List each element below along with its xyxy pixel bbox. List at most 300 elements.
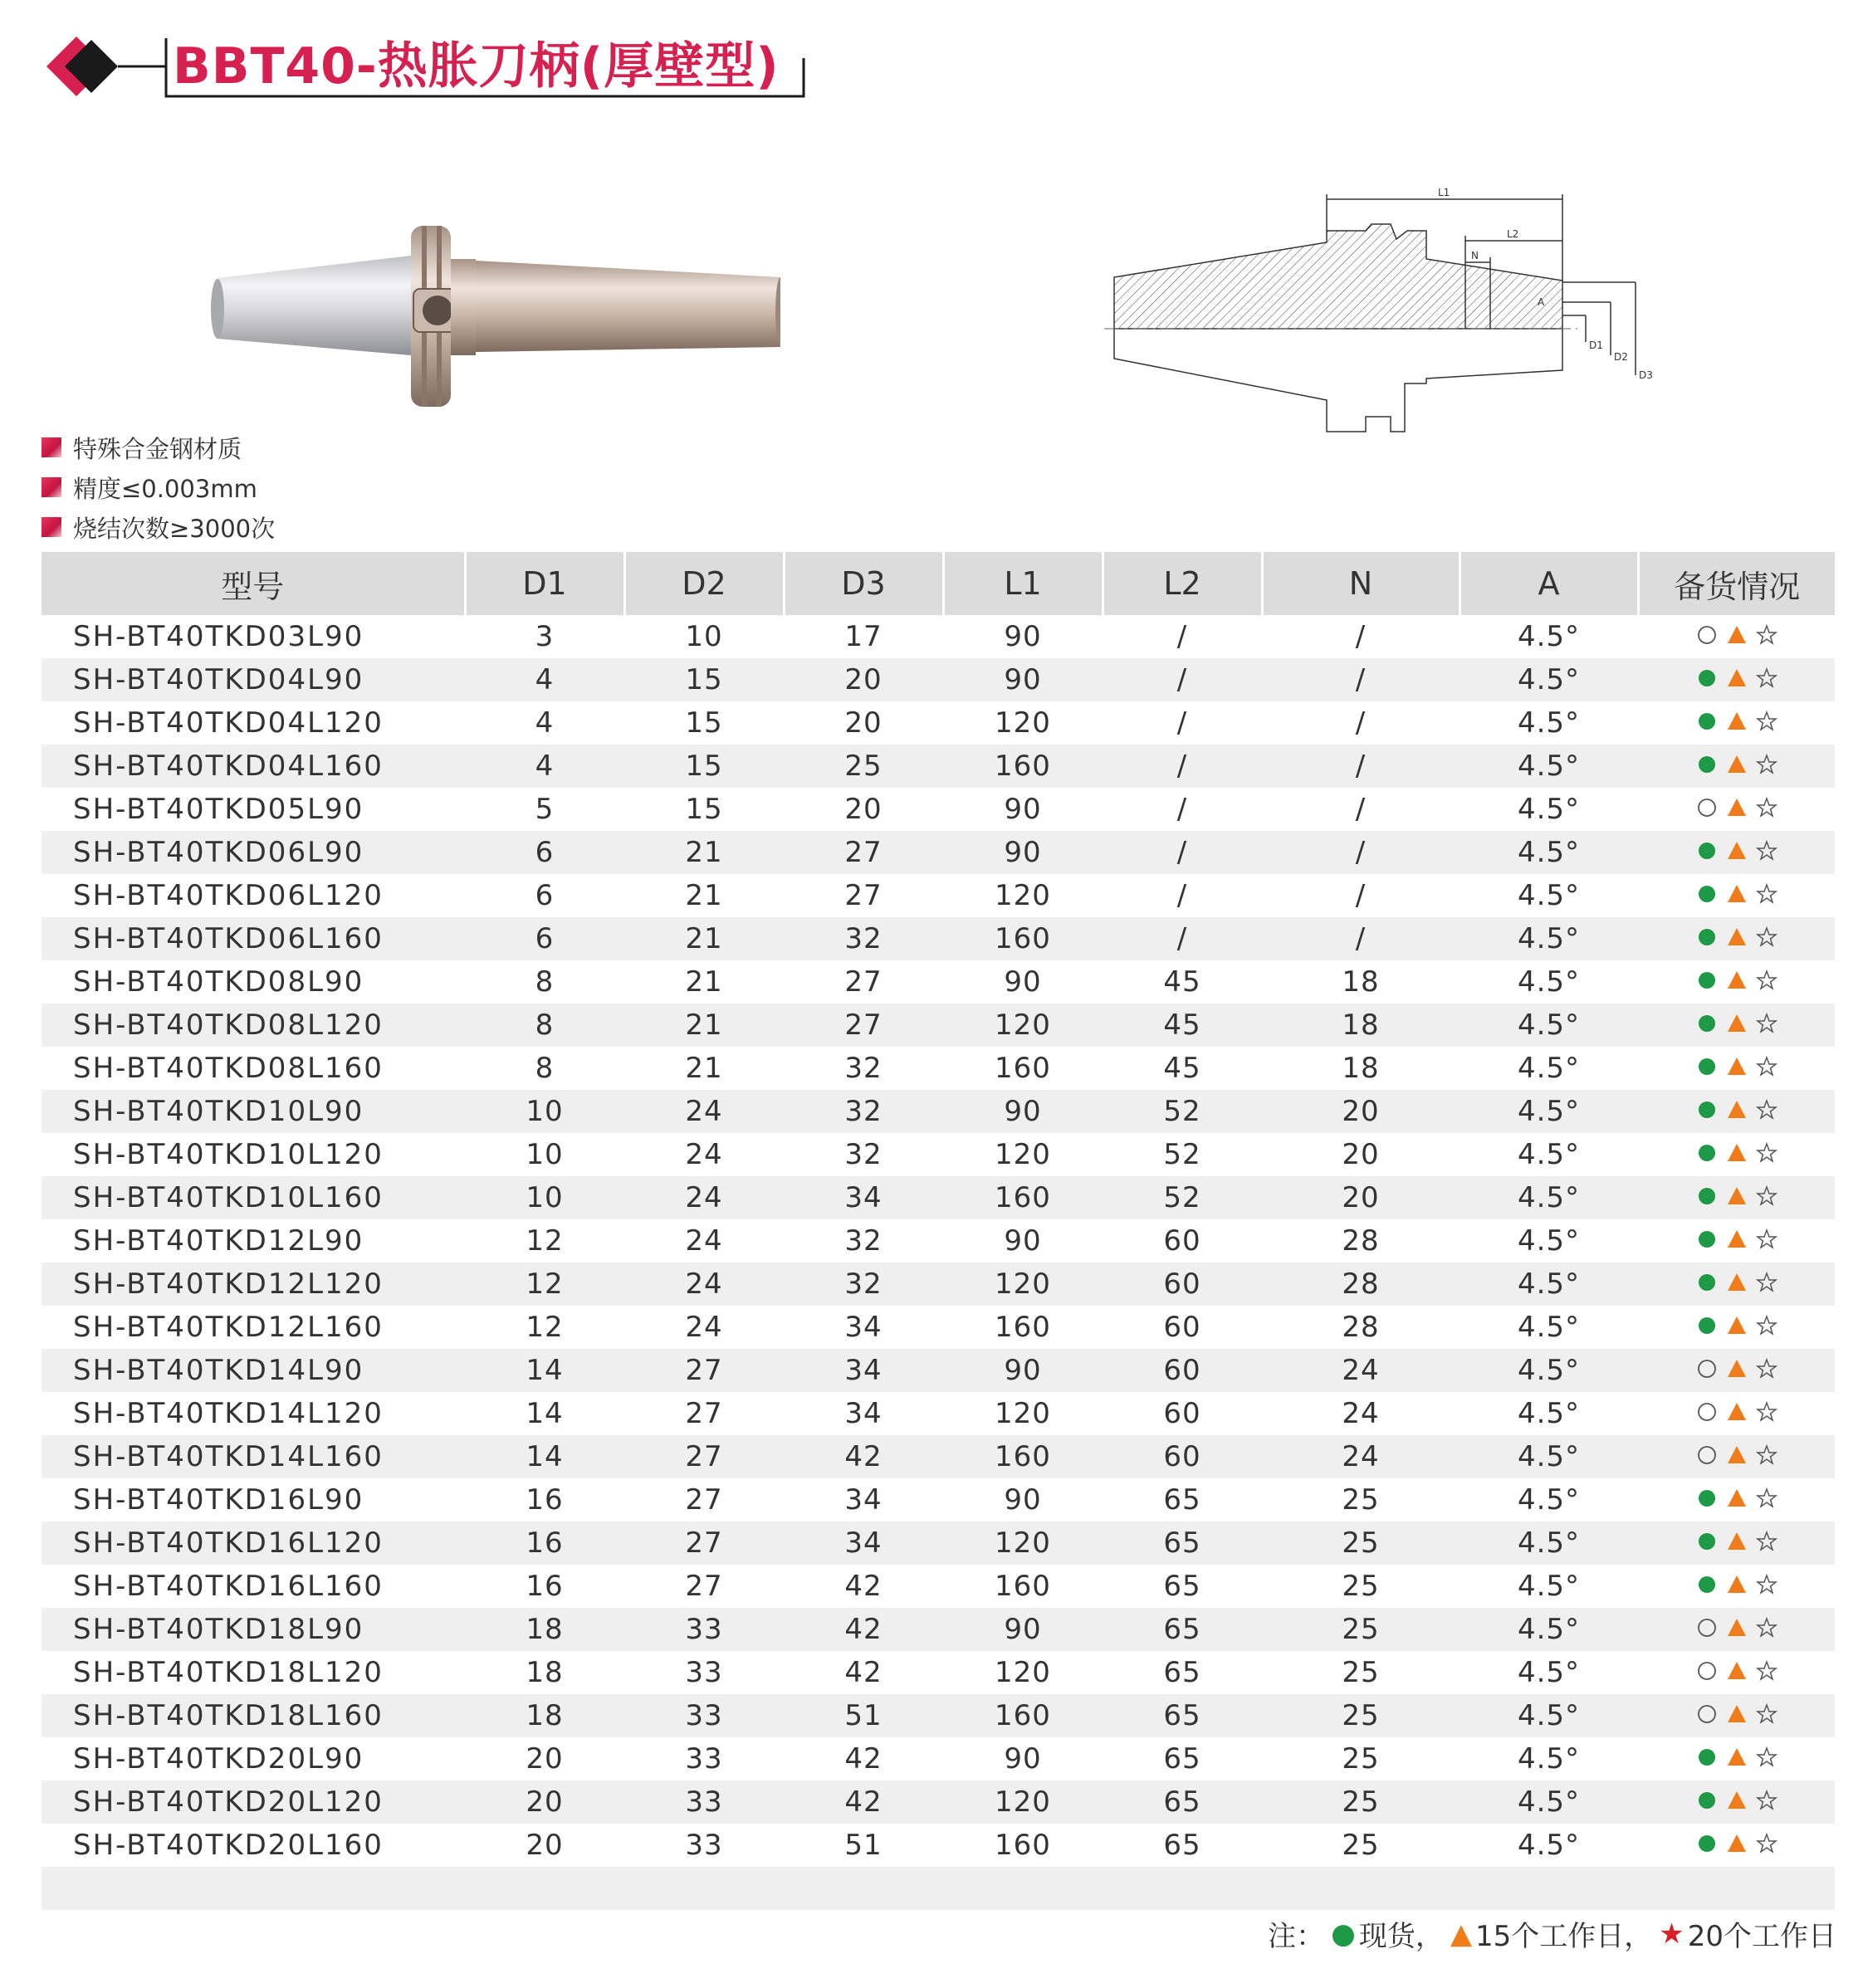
table-row xyxy=(42,1133,1835,1176)
table-row xyxy=(42,1435,1835,1478)
cell-l2: 60 xyxy=(1163,1311,1201,1344)
cell-l1: 90 xyxy=(1004,965,1042,999)
cell-d3: 42 xyxy=(844,1742,883,1776)
fifteen-days-triangle-icon: ▲ xyxy=(1450,1917,1472,1951)
model-cell: SH-BT40TKD10L120 xyxy=(73,1138,384,1171)
cell-d3: 25 xyxy=(784,745,943,788)
cell-d3: 42 xyxy=(844,1570,883,1603)
outline-star-icon xyxy=(1756,1833,1777,1854)
model-cell: SH-BT40TKD18L90 xyxy=(42,1608,465,1651)
cell-d2: 33 xyxy=(685,1742,723,1776)
cell-a: 4.5° xyxy=(1460,1608,1638,1651)
model-cell: SH-BT40TKD08L120 xyxy=(42,1004,465,1047)
header-l2: L2 xyxy=(1103,552,1262,615)
cell-d3: 34 xyxy=(784,1176,943,1219)
orange-triangle-icon xyxy=(1726,1703,1748,1725)
cell-d1: 18 xyxy=(465,1608,624,1651)
model-cell: SH-BT40TKD05L90 xyxy=(73,793,364,826)
cell-d1: 10 xyxy=(465,1090,624,1133)
stock-cell xyxy=(1638,1522,1835,1565)
model-cell: SH-BT40TKD12L160 xyxy=(73,1311,384,1344)
stock-cell xyxy=(1638,1651,1835,1694)
cell-n: 18 xyxy=(1342,1052,1380,1085)
cell-l1: 160 xyxy=(995,1311,1051,1344)
outline-star-icon xyxy=(1756,1487,1777,1509)
cell-d2: 21 xyxy=(685,965,723,999)
table-row xyxy=(42,1565,1835,1608)
cell-d2: 10 xyxy=(685,620,723,653)
cell-d1: 14 xyxy=(465,1349,624,1392)
stock-cell xyxy=(1638,1133,1835,1176)
model-cell: SH-BT40TKD18L160 xyxy=(42,1694,465,1737)
cell-d1: 8 xyxy=(535,1052,555,1085)
stock-indicators xyxy=(1696,1617,1777,1639)
feature-text: 精度≤0.003mm xyxy=(73,474,257,503)
model-cell: SH-BT40TKD08L160 xyxy=(73,1052,384,1085)
cell-a: 4.5° xyxy=(1460,1176,1638,1219)
in-stock-dot-icon xyxy=(1696,1574,1718,1595)
stock-indicators xyxy=(1696,754,1777,775)
empty-circle-icon xyxy=(1696,1358,1718,1380)
cell-l1: 160 xyxy=(943,917,1103,960)
orange-triangle-icon xyxy=(1726,970,1748,991)
cell-d2: 15 xyxy=(624,745,784,788)
stock-indicators xyxy=(1696,711,1777,732)
table-row xyxy=(42,1522,1835,1565)
in-stock-dot-icon xyxy=(1696,1272,1718,1293)
cell-a: 4.5° xyxy=(1517,1397,1581,1430)
cell-l2: / xyxy=(1176,706,1188,740)
cell-l2: 65 xyxy=(1103,1522,1262,1565)
cell-d2: 24 xyxy=(624,1263,784,1306)
stock-cell xyxy=(1638,701,1835,745)
cell-d1: 6 xyxy=(535,879,555,912)
stock-cell xyxy=(1638,917,1835,960)
cell-d3: 42 xyxy=(784,1608,943,1651)
cell-a: 4.5° xyxy=(1517,793,1581,826)
table-row xyxy=(42,658,1835,701)
stock-indicators xyxy=(1696,1833,1777,1854)
table-row xyxy=(42,1306,1835,1349)
header-d2: D2 xyxy=(624,552,784,615)
cell-n: / xyxy=(1262,745,1460,788)
outline-star-icon xyxy=(1756,1315,1777,1336)
orange-triangle-icon xyxy=(1726,1185,1748,1207)
stock-indicators xyxy=(1696,1790,1777,1811)
stock-indicators xyxy=(1696,1272,1777,1293)
stock-indicators xyxy=(1696,624,1777,646)
stock-indicators xyxy=(1696,1228,1777,1250)
cell-d2: 24 xyxy=(685,1311,723,1344)
model-cell: SH-BT40TKD16L160 xyxy=(73,1570,384,1603)
in-stock-dot-icon xyxy=(1696,1228,1718,1250)
outline-star-icon xyxy=(1756,797,1777,818)
orange-triangle-icon xyxy=(1726,1272,1748,1293)
stock-cell xyxy=(1638,1824,1835,1867)
stock-indicators xyxy=(1696,797,1777,818)
in-stock-dot-icon xyxy=(1696,1531,1718,1552)
cell-a: 4.5° xyxy=(1460,1090,1638,1133)
cell-a: 4.5° xyxy=(1460,745,1638,788)
cell-l2: / xyxy=(1103,658,1262,701)
outline-star-icon xyxy=(1756,624,1777,646)
cell-d3: 51 xyxy=(844,1829,883,1862)
cell-l1: 90 xyxy=(1004,793,1042,826)
cell-d3: 34 xyxy=(844,1483,883,1517)
cell-a: 4.5° xyxy=(1460,831,1638,874)
cell-n: / xyxy=(1355,879,1367,912)
cell-l2: 60 xyxy=(1103,1349,1262,1392)
cell-l2: 60 xyxy=(1163,1224,1201,1258)
cell-d2: 15 xyxy=(685,706,723,740)
cell-d2: 24 xyxy=(624,1176,784,1219)
cell-l1: 160 xyxy=(995,1570,1051,1603)
title-banner xyxy=(40,23,812,106)
outline-star-icon xyxy=(1756,667,1777,689)
note-20-days: 20个工作日 xyxy=(1687,1920,1836,1953)
dim-a-label: A xyxy=(1538,296,1545,308)
in-stock-dot-icon xyxy=(1696,711,1718,732)
empty-circle-icon xyxy=(1696,1401,1718,1423)
orange-triangle-icon xyxy=(1726,1099,1748,1121)
stock-indicators xyxy=(1696,1056,1777,1077)
model-cell: SH-BT40TKD16L120 xyxy=(42,1522,465,1565)
model-cell: SH-BT40TKD03L90 xyxy=(73,620,364,653)
stock-cell xyxy=(1638,1737,1835,1780)
cell-n: 18 xyxy=(1342,965,1380,999)
stock-indicators xyxy=(1696,883,1777,905)
cell-n: 18 xyxy=(1262,1004,1460,1047)
cell-d3: 20 xyxy=(844,706,883,740)
cell-d2: 27 xyxy=(685,1397,723,1430)
cell-d3: 32 xyxy=(784,1263,943,1306)
stock-indicators xyxy=(1696,926,1777,948)
outline-star-icon xyxy=(1756,1228,1777,1250)
orange-triangle-icon xyxy=(1726,624,1748,646)
in-stock-dot-icon xyxy=(1696,1056,1718,1077)
cell-l2: 65 xyxy=(1163,1483,1201,1517)
stock-indicators xyxy=(1696,840,1777,862)
feature-list xyxy=(42,427,275,547)
stock-cell xyxy=(1638,874,1835,917)
cell-l2: / xyxy=(1176,620,1188,653)
cell-l1: 120 xyxy=(943,1004,1103,1047)
orange-triangle-icon xyxy=(1726,1358,1748,1380)
cell-a: 4.5° xyxy=(1517,1656,1581,1689)
cell-l2: 65 xyxy=(1163,1829,1201,1862)
cell-a: 4.5° xyxy=(1460,1435,1638,1478)
stock-cell xyxy=(1638,1694,1835,1737)
cell-d1: 12 xyxy=(526,1224,564,1258)
feature-item xyxy=(42,427,275,467)
model-cell: SH-BT40TKD06L120 xyxy=(73,879,384,912)
outline-star-icon xyxy=(1756,926,1777,948)
cell-n: / xyxy=(1262,917,1460,960)
stock-cell xyxy=(1638,1263,1835,1306)
table-row xyxy=(42,917,1835,960)
cell-d3: 27 xyxy=(844,879,883,912)
header-l1: L1 xyxy=(943,552,1103,615)
cell-l1: 160 xyxy=(943,1176,1103,1219)
table-row xyxy=(42,1694,1835,1737)
cell-d1: 12 xyxy=(465,1263,624,1306)
cell-n: 24 xyxy=(1262,1349,1460,1392)
cell-d2: 24 xyxy=(685,1224,723,1258)
cell-d2: 33 xyxy=(685,1829,723,1862)
in-stock-dot-icon xyxy=(1696,883,1718,905)
cell-l2: 65 xyxy=(1163,1570,1201,1603)
cell-n: 25 xyxy=(1262,1694,1460,1737)
outline-star-icon xyxy=(1756,1013,1777,1034)
empty-circle-icon xyxy=(1696,624,1718,646)
model-cell: SH-BT40TKD20L90 xyxy=(73,1742,364,1776)
outline-star-icon xyxy=(1756,840,1777,862)
orange-triangle-icon xyxy=(1726,711,1748,732)
cell-a: 4.5° xyxy=(1517,1138,1581,1171)
header-model: 型号 xyxy=(42,552,465,615)
cell-d2: 27 xyxy=(624,1522,784,1565)
cell-d3: 32 xyxy=(844,1224,883,1258)
cell-n: 28 xyxy=(1342,1224,1380,1258)
cell-n: 25 xyxy=(1262,1608,1460,1651)
cell-d1: 14 xyxy=(526,1397,564,1430)
cell-d1: 6 xyxy=(465,917,624,960)
cell-d1: 5 xyxy=(535,793,555,826)
in-stock-dot-icon xyxy=(1696,1833,1718,1854)
cell-d2: 15 xyxy=(624,658,784,701)
note-in-stock: 现货， xyxy=(1358,1920,1444,1953)
cell-d3: 20 xyxy=(844,793,883,826)
orange-triangle-icon xyxy=(1726,1531,1748,1552)
outline-star-icon xyxy=(1756,970,1777,991)
table-footer-row xyxy=(42,1867,1835,1910)
outline-star-icon xyxy=(1756,1660,1777,1682)
cell-d3: 32 xyxy=(844,1052,883,1085)
note-15-days: 15个工作日， xyxy=(1474,1920,1653,1953)
cell-d2: 21 xyxy=(624,831,784,874)
outline-star-icon xyxy=(1756,883,1777,905)
table-row xyxy=(42,1824,1835,1867)
cell-l2: 60 xyxy=(1163,1397,1201,1430)
cell-l2: / xyxy=(1103,745,1262,788)
cell-d2: 27 xyxy=(624,1435,784,1478)
cell-a: 4.5° xyxy=(1517,1311,1581,1344)
cell-l1: 120 xyxy=(995,706,1051,740)
cell-d3: 32 xyxy=(844,1138,883,1171)
cell-d1: 16 xyxy=(526,1483,564,1517)
cell-d2: 33 xyxy=(624,1694,784,1737)
cell-d1: 8 xyxy=(465,1004,624,1047)
cell-a: 4.5° xyxy=(1517,1483,1581,1517)
orange-triangle-icon xyxy=(1726,840,1748,862)
cell-d3: 27 xyxy=(784,831,943,874)
square-bullet-icon xyxy=(42,437,61,457)
cell-n: 25 xyxy=(1262,1780,1460,1824)
stock-cell xyxy=(1638,1780,1835,1824)
stock-indicators xyxy=(1696,1531,1777,1552)
header-d1: D1 xyxy=(465,552,624,615)
table-header-row xyxy=(42,552,1835,615)
cell-d2: 33 xyxy=(624,1780,784,1824)
header-stock: 备货情况 xyxy=(1638,552,1835,615)
orange-triangle-icon xyxy=(1726,797,1748,818)
cell-d1: 18 xyxy=(465,1694,624,1737)
table-row xyxy=(42,1263,1835,1306)
table-row xyxy=(42,1608,1835,1651)
orange-triangle-icon xyxy=(1726,1013,1748,1034)
table-row xyxy=(42,874,1835,917)
orange-triangle-icon xyxy=(1726,883,1748,905)
table-row xyxy=(42,1219,1835,1263)
orange-triangle-icon xyxy=(1726,754,1748,775)
model-cell: SH-BT40TKD06L160 xyxy=(42,917,465,960)
model-cell: SH-BT40TKD12L120 xyxy=(42,1263,465,1306)
cell-l2: 65 xyxy=(1103,1694,1262,1737)
orange-triangle-icon xyxy=(1726,1444,1748,1466)
stock-cell xyxy=(1638,1565,1835,1608)
cell-n: 28 xyxy=(1342,1311,1380,1344)
cell-n: 25 xyxy=(1342,1483,1380,1517)
cell-l2: 65 xyxy=(1163,1742,1201,1776)
cell-a: 4.5° xyxy=(1460,1349,1638,1392)
cell-n: / xyxy=(1262,831,1460,874)
cell-d1: 16 xyxy=(526,1570,564,1603)
stock-indicators xyxy=(1696,1142,1777,1164)
twenty-days-star-icon: ★ xyxy=(1659,1917,1685,1951)
cell-l2: 60 xyxy=(1103,1435,1262,1478)
model-cell: SH-BT40TKD06L90 xyxy=(42,831,465,874)
cell-d3: 42 xyxy=(844,1656,883,1689)
cell-l1: 160 xyxy=(995,1829,1051,1862)
cell-d1: 12 xyxy=(526,1311,564,1344)
outline-star-icon xyxy=(1756,754,1777,775)
orange-triangle-icon xyxy=(1726,1833,1748,1854)
table-row xyxy=(42,615,1835,658)
feature-item xyxy=(42,467,275,507)
table-row xyxy=(42,1047,1835,1090)
table-row xyxy=(42,1651,1835,1694)
cell-l1: 90 xyxy=(1004,1742,1042,1776)
outline-star-icon xyxy=(1756,711,1777,732)
cell-l1: 90 xyxy=(943,1090,1103,1133)
cell-l2: 65 xyxy=(1103,1780,1262,1824)
in-stock-dot-icon xyxy=(1696,1487,1718,1509)
orange-triangle-icon xyxy=(1726,1746,1748,1768)
technical-drawing xyxy=(1104,183,1719,448)
stock-cell xyxy=(1638,1306,1835,1349)
cell-d1: 16 xyxy=(465,1522,624,1565)
model-cell: SH-BT40TKD14L120 xyxy=(73,1397,384,1430)
cell-d2: 33 xyxy=(624,1608,784,1651)
stock-cell xyxy=(1638,788,1835,831)
cell-n: 24 xyxy=(1342,1397,1380,1430)
cell-n: 20 xyxy=(1342,1138,1380,1171)
stock-cell xyxy=(1638,615,1835,658)
cell-d2: 15 xyxy=(685,793,723,826)
cell-d2: 21 xyxy=(685,1052,723,1085)
stock-indicators xyxy=(1696,1099,1777,1121)
cell-a: 4.5° xyxy=(1517,620,1581,653)
cell-d1: 14 xyxy=(465,1435,624,1478)
cell-l1: 160 xyxy=(943,745,1103,788)
cell-d3: 32 xyxy=(784,917,943,960)
model-cell: SH-BT40TKD04L160 xyxy=(42,745,465,788)
in-stock-dot-icon xyxy=(1696,1790,1718,1811)
outline-star-icon xyxy=(1756,1056,1777,1077)
cell-a: 4.5° xyxy=(1460,1694,1638,1737)
model-cell: SH-BT40TKD12L90 xyxy=(73,1224,364,1258)
model-cell: SH-BT40TKD20L160 xyxy=(73,1829,384,1862)
header-d3: D3 xyxy=(784,552,943,615)
legend-note xyxy=(1268,1913,1836,1954)
stock-cell xyxy=(1638,1219,1835,1263)
model-cell: SH-BT40TKD20L120 xyxy=(42,1780,465,1824)
cell-d2: 21 xyxy=(624,1004,784,1047)
outline-star-icon xyxy=(1756,1531,1777,1552)
cell-a: 4.5° xyxy=(1517,1742,1581,1776)
empty-circle-icon xyxy=(1696,797,1718,818)
cell-n: / xyxy=(1355,793,1367,826)
outline-star-icon xyxy=(1756,1746,1777,1768)
stock-cell xyxy=(1638,1478,1835,1522)
cell-d2: 24 xyxy=(685,1138,723,1171)
cell-l1: 90 xyxy=(943,831,1103,874)
cell-a: 4.5° xyxy=(1517,965,1581,999)
note-prefix: 注： xyxy=(1268,1920,1325,1953)
stock-indicators xyxy=(1696,1660,1777,1682)
square-bullet-icon xyxy=(42,477,61,497)
stock-cell xyxy=(1638,1090,1835,1133)
feature-item xyxy=(42,507,275,547)
cell-n: 24 xyxy=(1262,1435,1460,1478)
cell-l1: 160 xyxy=(943,1435,1103,1478)
cell-l1: 120 xyxy=(995,1656,1051,1689)
cell-d2: 33 xyxy=(685,1656,723,1689)
table-row xyxy=(42,1780,1835,1824)
in-stock-dot-icon xyxy=(1696,840,1718,862)
stock-indicators xyxy=(1696,1315,1777,1336)
outline-star-icon xyxy=(1756,1574,1777,1595)
table-row xyxy=(42,1090,1835,1133)
orange-triangle-icon xyxy=(1726,1228,1748,1250)
model-cell: SH-BT40TKD04L90 xyxy=(42,658,465,701)
table-row xyxy=(42,1349,1835,1392)
model-cell: SH-BT40TKD14L160 xyxy=(42,1435,465,1478)
orange-triangle-icon xyxy=(1726,926,1748,948)
stock-cell xyxy=(1638,1349,1835,1392)
empty-circle-icon xyxy=(1696,1444,1718,1466)
table-row xyxy=(42,745,1835,788)
table-body xyxy=(42,615,1835,1910)
model-cell: SH-BT40TKD10L160 xyxy=(42,1176,465,1219)
cell-n: / xyxy=(1355,620,1367,653)
cell-n: 25 xyxy=(1342,1656,1380,1689)
outline-star-icon xyxy=(1756,1099,1777,1121)
dim-d3-label: D3 xyxy=(1639,369,1653,381)
square-bullet-icon xyxy=(42,517,61,537)
cell-a: 4.5° xyxy=(1517,1052,1581,1085)
in-stock-dot-icon xyxy=(1696,1013,1718,1034)
cell-d3: 27 xyxy=(844,965,883,999)
cell-d2: 27 xyxy=(685,1483,723,1517)
outline-star-icon xyxy=(1756,1703,1777,1725)
cell-l2: 52 xyxy=(1103,1090,1262,1133)
orange-triangle-icon xyxy=(1726,1056,1748,1077)
cell-l1: 120 xyxy=(995,1138,1051,1171)
cell-a: 4.5° xyxy=(1517,879,1581,912)
table-row xyxy=(42,701,1835,745)
cell-l1: 90 xyxy=(943,658,1103,701)
